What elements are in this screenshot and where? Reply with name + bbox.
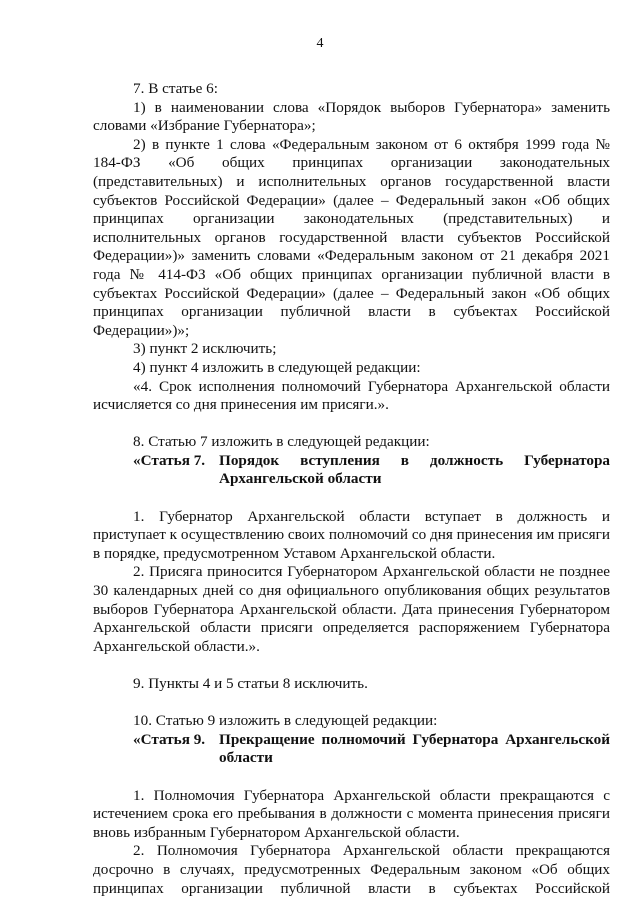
spacer xyxy=(93,656,610,675)
item-7-heading: 7. В статье 6: xyxy=(133,80,218,97)
spacer xyxy=(93,489,610,508)
spacer xyxy=(93,768,610,787)
page-number: 4 xyxy=(316,36,324,51)
item-7-sub-4-quote: «4. Срок исполнения полномочий Губернатора Архангельской области исчисляется со дня принесения им присяги.». xyxy=(93,377,610,414)
item-8-heading: 8. Статью 7 изложить в следующей редакции: xyxy=(133,433,430,451)
document-body xyxy=(93,80,610,898)
article-7-clause-2: 2. Присяга приносится Губернатором Архангельской области не позднее 30 календарных дней со дня официального опубликования общих результатов выборов Губернатора Архангельской области. Дата принесения Губернатором Архангельской области присяги определяется распоряжением Губернатора Архангельской области.». xyxy=(93,563,610,655)
item-7-sub-4: 4) пункт 4 изложить в следующей редакции: xyxy=(133,358,421,376)
article-7-number: «Статья 7. xyxy=(133,451,206,469)
item-9: 9. Пункты 4 и 5 статьи 8 исключить. xyxy=(133,675,368,692)
article-9-heading xyxy=(133,731,610,768)
spacer xyxy=(93,694,610,713)
article-9-clause-1: 1. Полномочия Губернатора Архангельской области прекращаются с истечением срока его пребывания в должности с момента принесения присяги вновь избранным Губернатором Архангельской области. xyxy=(93,786,610,841)
item-7-sub-1: 1) в наименовании слова «Порядок выборов Губернатора» заменить словами «Избрание Губернатора»; xyxy=(93,98,610,135)
article-7-clause-1: 1. Губернатор Архангельской области вступает в должность и приступает к осуществлению своих полномочий со дня принесения им присяги в порядке, предусмотренном Уставом Архангельской области. xyxy=(93,507,610,562)
item-7-sub-3: 3) пункт 2 исключить; xyxy=(133,340,277,358)
article-7-title: Порядок вступления в должность Губернатора Архангельской области xyxy=(219,451,610,488)
item-7-sub-2: 2) в пункте 1 слова «Федеральным законом от 6 октября 1999 года № 184-ФЗ «Об общих принципах организации законодательных (представительных) и исполнительных органов государственной власти субъектов Российской Федерации» (далее – Федеральный закон «Об общих принципах организации законодательных (представительных) и исполнительных органов государственной власти субъектов Российской Федерации»)» заменить словами «Федеральным законом от 21 декабря 2021 года № 414-ФЗ «Об общих принципах организации публичной власти в субъектах Российской Федерации» (далее – Федеральный закон «Об общих принципах организации публичной власти в субъектах Российской Федерации»)»; xyxy=(93,135,610,339)
article-9-number: «Статья 9. xyxy=(133,730,206,748)
article-9-clause-2: 2. Полномочия Губернатора Архангельской области прекращаются досрочно в случаях, предусмотренных Федеральным законом «Об общих принципах организации публичной власти в субъектах Российской xyxy=(93,842,610,897)
spacer xyxy=(93,415,610,434)
article-9-title: Прекращение полномочий Губернатора Архангельской области xyxy=(219,730,610,767)
item-10-heading: 10. Статью 9 изложить в следующей редакции: xyxy=(133,712,438,730)
article-7-heading xyxy=(133,452,610,489)
